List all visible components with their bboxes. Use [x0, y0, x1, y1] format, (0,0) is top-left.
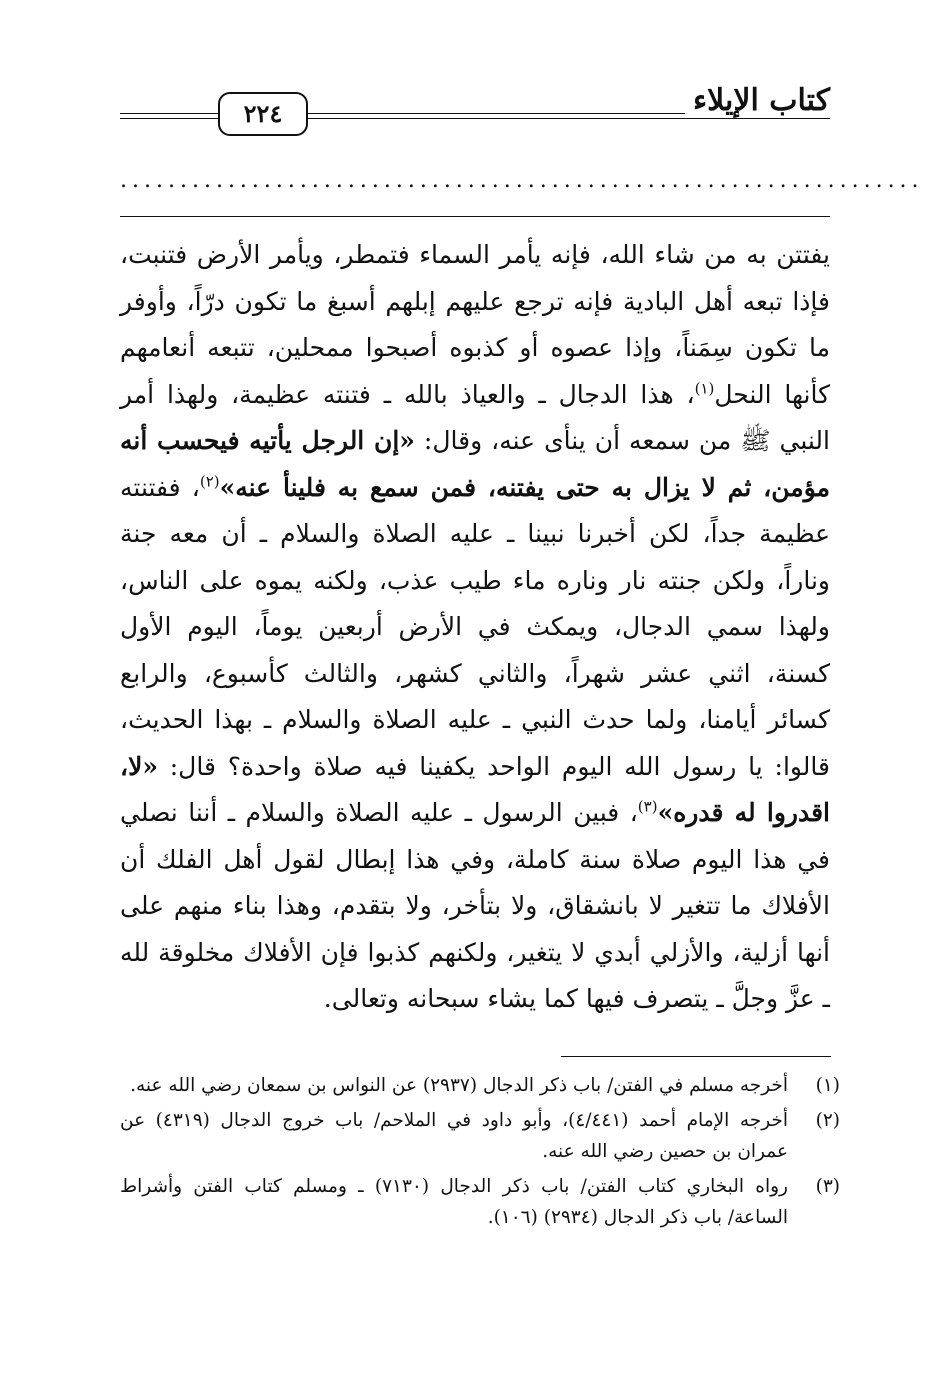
body-text: يفتتن به من شاء الله، فإنه يأمر السماء فتمطر، ويأمر الأرض فتنبت، فإذا تبعه أهل البادية فإنه ترجع عليهم إبلهم أسبغ ما تكون درّاً، وأوفر ما تكون سِمَناً، وإذا عصوه أو كذبوه أصبحوا ممحلين، تتبعه أنعامهم كأنها النحل	[120, 240, 830, 409]
hadith-quote: «لا، اقدروا له قدره»	[120, 751, 830, 827]
body-text: ، ففتنته عظيمة جداً، لكن أخبرنا نبينا ـ عليه الصلاة والسلام ـ أن معه جنة وناراً، ولكن جنته نار وناره ماء طيب عذب، ولكنه يموه على الناس، ولهذا سمي الدجال، ويمكث في الأرض أربعين يوماً، اليوم الأول كسنة، اثني عشر شهراً، والثاني كشهر، والثالث كأسبوع، والرابع كسائر أيامنا، ولما حدث النبي ـ عليه الصلاة والسلام ـ بهذا الحديث، قالوا: يا رسول الله اليوم الواحد يكفينا فيه صلاة واحدة؟ قال:	[120, 472, 830, 781]
body-text: ، هذا الدجال ـ والعياذ بالله ـ فتنته عظيمة، ولهذا أمر النبي ﷺ من سمعه أن ينأى عنه، وقال:	[120, 379, 830, 455]
section-rule	[120, 216, 830, 217]
hadith-quote: «إن الرجل يأتيه فيحسب أنه مؤمن، ثم لا يزال به حتى يفتنه، فمن سمع به فلينأ عنه»	[120, 426, 830, 502]
page-header	[120, 82, 830, 132]
footnote-ref[interactable]: (٢)	[199, 472, 220, 491]
footnote-item	[120, 1171, 840, 1233]
book-title: كتاب الإيلاء	[685, 84, 830, 118]
footnote-ref[interactable]: (١)	[694, 379, 715, 398]
body-paragraph	[120, 232, 830, 1023]
main-text	[120, 232, 830, 1023]
footnote-rule	[561, 1056, 831, 1057]
ellipsis-divider: ...................................................................	[120, 168, 924, 193]
footnote-ref[interactable]: (٣)	[637, 797, 658, 816]
footnotes	[120, 1070, 840, 1237]
footnote-item	[120, 1105, 840, 1167]
page-number-badge: ٢٢٤	[218, 92, 308, 136]
footnote-number: (٢)	[815, 1110, 840, 1131]
footnote-item	[120, 1070, 840, 1101]
footnote-number: (١)	[815, 1075, 840, 1096]
footnote-text: أخرجه الإمام أحمد (٤/٤٤١)، وأبو داود في الملاحم/ باب خروج الدجال (٤٣١٩) عن عمران بن حصين رضي الله عنه.	[120, 1110, 788, 1162]
body-text: ، فبين الرسول ـ عليه الصلاة والسلام ـ أننا نصلي في هذا اليوم صلاة سنة كاملة، وفي هذا إبطال لقول أهل الفلك أن الأفلاك ما تتغير لا بانشقاق، ولا بتأخر، ولا بتقدم، وهذا بناء منهم على أنها أزلية، والأزلي أبدي لا يتغير، ولكنهم كذبوا فإن الأفلاك مخلوقة لله ـ عزَّ وجلَّ ـ يتصرف فيها كما يشاء سبحانه وتعالى.	[120, 798, 830, 1013]
footnote-text: أخرجه مسلم في الفتن/ باب ذكر الدجال (٢٩٣٧) عن النواس بن سمعان رضي الله عنه.	[130, 1075, 788, 1096]
footnote-text: رواه البخاري كتاب الفتن/ باب ذكر الدجال (٧١٣٠) ـ ومسلم كتاب الفتن وأشراط الساعة/ باب ذكر الدجال (٢٩٣٤) (١٠٦).	[120, 1176, 788, 1228]
footnote-number: (٣)	[815, 1176, 840, 1197]
